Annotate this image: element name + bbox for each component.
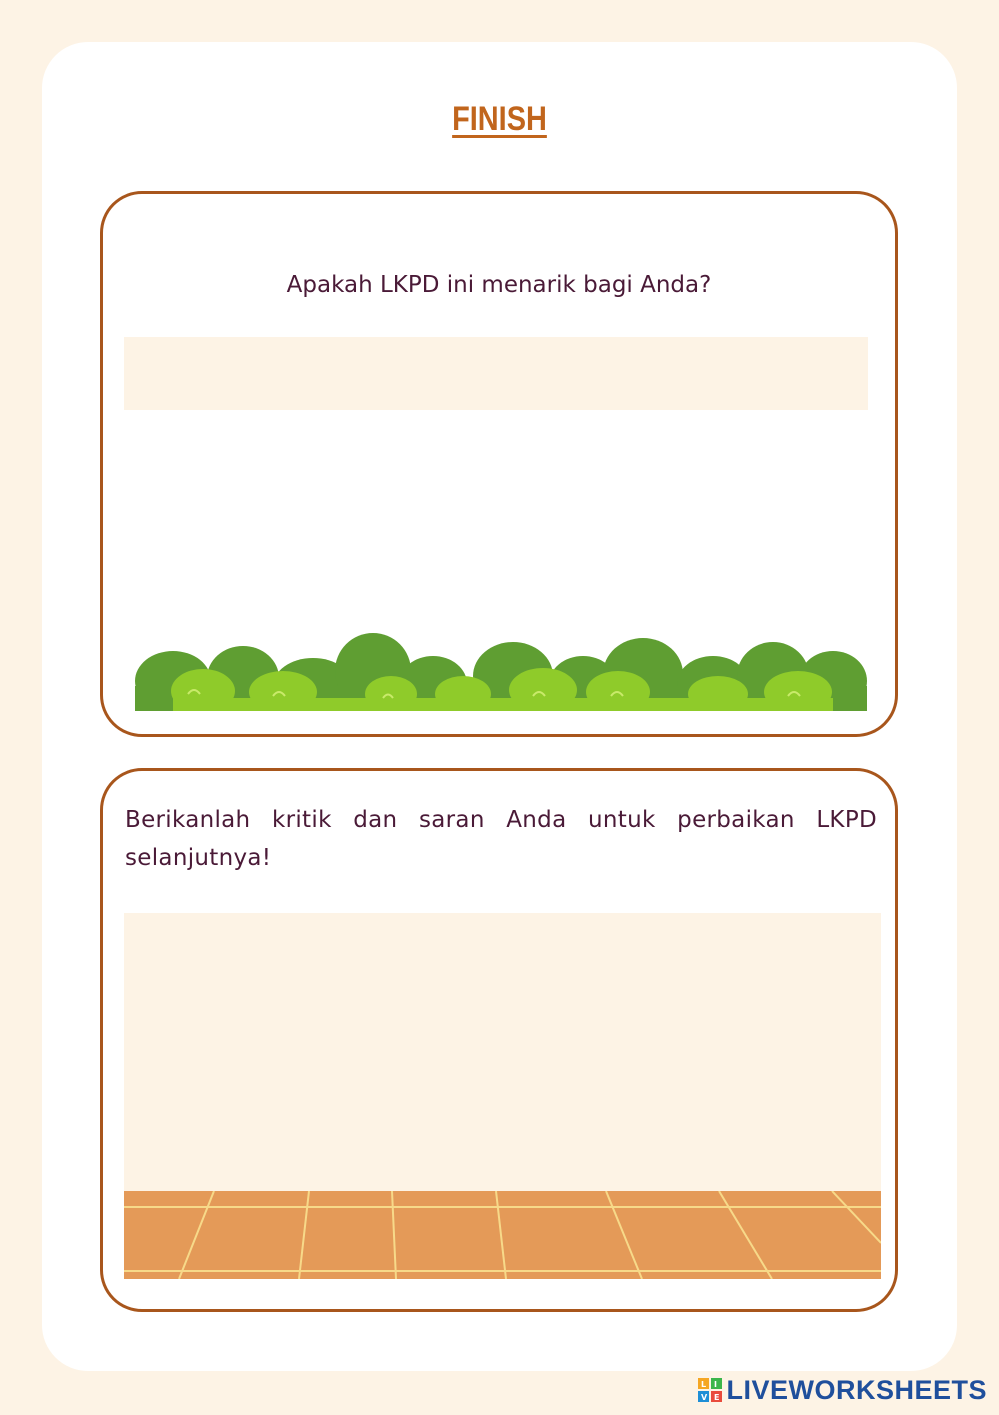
question-1-text: Apakah LKPD ini menarik bagi Anda? xyxy=(286,272,712,298)
answer-2-textarea[interactable] xyxy=(124,913,881,1279)
question-card-1 xyxy=(100,191,898,737)
page-title: FINISH xyxy=(452,100,547,138)
svg-text:I: I xyxy=(714,1380,718,1389)
liveworksheets-logo-icon xyxy=(698,1378,722,1402)
question-card-2 xyxy=(100,768,898,1312)
brand-name: LIVEWORKSHEETS xyxy=(726,1374,987,1405)
answer-1-input[interactable] xyxy=(124,337,868,410)
svg-text:V: V xyxy=(701,1393,708,1402)
svg-text:E: E xyxy=(714,1393,720,1402)
question-2-text: Berikanlah kritik dan saran Anda untuk perbaikan LKPD selanjutnya! xyxy=(125,807,877,871)
svg-text:L: L xyxy=(701,1380,707,1389)
liveworksheets-brand xyxy=(698,1373,987,1407)
bushes-decoration xyxy=(133,626,869,711)
